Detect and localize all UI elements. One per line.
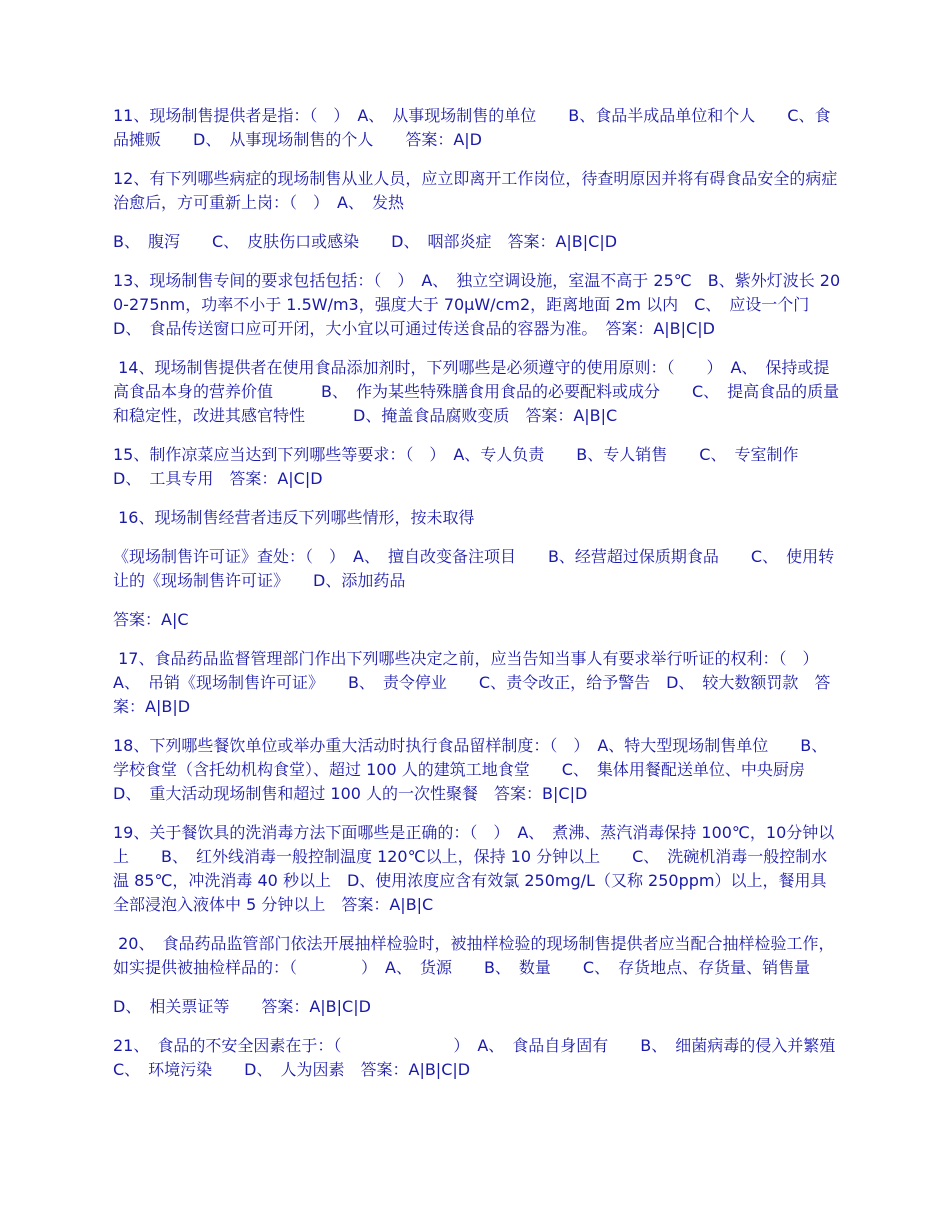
question-20-options: D、 相关票证等 答案：A|B|C|D: [113, 997, 371, 1016]
question-18: 18、下列哪些餐饮单位或举办重大活动时执行食品留样制度：（ ） A、特大型现场制售单位 B、 学校食堂（含托幼机构食堂）、超过 100 人的建筑工地食堂 C、 集体用餐配送单位、中央厨房 D、 重大活动现场制售和超过 100 人的一次性聚餐 答案：B|C|D: [113, 736, 853, 803]
question-16-options: 《现场制售许可证》查处：（ ） A、 擅自改变备注项目 B、经营超过保质期食品 C、 使用转让的《现场制售许可证》 D、添加药品: [113, 547, 835, 590]
question-17: 17、食品药品监督管理部门作出下列哪些决定之前，应当告知当事人有要求举行听证的权利：（ ） A、 吊销《现场制售许可证》 B、 责令停业 C、责令改正，给予警告 D、 较大数额罚款 答案：A|B|D: [113, 649, 831, 716]
document-body: [113, 104, 868, 1097]
question-20: 20、 食品药品监管部门依法开展抽样检验时，被抽样检验的现场制售提供者应当配合抽样检验工作，如实提供被抽检样品的：（ ） A、 货源 B、 数量 C、 存货地点、存货量、销售量: [113, 934, 835, 977]
question-11: 11、现场制售提供者是指：（ ） A、 从事现场制售的单位 B、食品半成品单位和个人 C、食品摊贩 D、 从事现场制售的个人 答案：A|D: [113, 106, 831, 149]
question-15: 15、制作凉菜应当达到下列哪些等要求：（ ） A、专人负责 B、专人销售 C、 专室制作 D、 工具专用 答案：A|C|D: [113, 445, 847, 488]
question-21: 21、 食品的不安全因素在于：（ ） A、 食品自身固有 B、 细菌病毒的侵入并繁殖 C、 环境污染 D、 人为因素 答案：A|B|C|D: [113, 1036, 868, 1079]
question-12-options: B、 腹泻 C、 皮肤伤口或感染 D、 咽部炎症 答案：A|B|C|D: [113, 232, 618, 251]
question-13: 13、现场制售专间的要求包括包括：（ ） A、 独立空调设施，室温不高于 25℃ B、紫外灯波长 200-275nm，功率不小于 1.5W/m3，强度大于 70μW/cm2，距离地面 2m 以内 C、 应设一个门 D、 食品传送窗口应可开闭，大小宜以可通过传送食品的容器为准。 答案：A|B|C|D: [113, 271, 841, 338]
question-16-answer: 答案：A|C: [113, 610, 189, 629]
question-19: 19、关于餐饮具的洗消毒方法下面哪些是正确的：（ ） A、 煮沸、蒸汽消毒保持 100℃，10分钟以上 B、 红外线消毒一般控制温度 120℃以上，保持 10 分钟以上 C、 洗碗机消毒一般控制水温 85℃，冲洗消毒 40 秒以上 D、使用浓度应含有效氯 250mg/L（又称 250ppm）以上，餐用具全部浸泡入液体中 5 分钟以上 答案：A|B|C: [113, 823, 835, 914]
question-16: 16、现场制售经营者违反下列哪些情形，按未取得: [113, 508, 475, 527]
question-14: 14、现场制售提供者在使用食品添加剂时，下列哪些是必须遵守的使用原则：（ ） A、 保持或提高食品本身的营养价值 B、 作为某些特殊膳食用食品的必要配料或成分 C、 提高食品的质量和稳定性，改进其感官特性 D、掩盖食品腐败变质 答案：A|B|C: [113, 358, 840, 425]
question-12: 12、有下列哪些病症的现场制售从业人员，应立即离开工作岗位，待查明原因并将有碍食品安全的病症治愈后，方可重新上岗：（ ） A、 发热: [113, 169, 838, 212]
